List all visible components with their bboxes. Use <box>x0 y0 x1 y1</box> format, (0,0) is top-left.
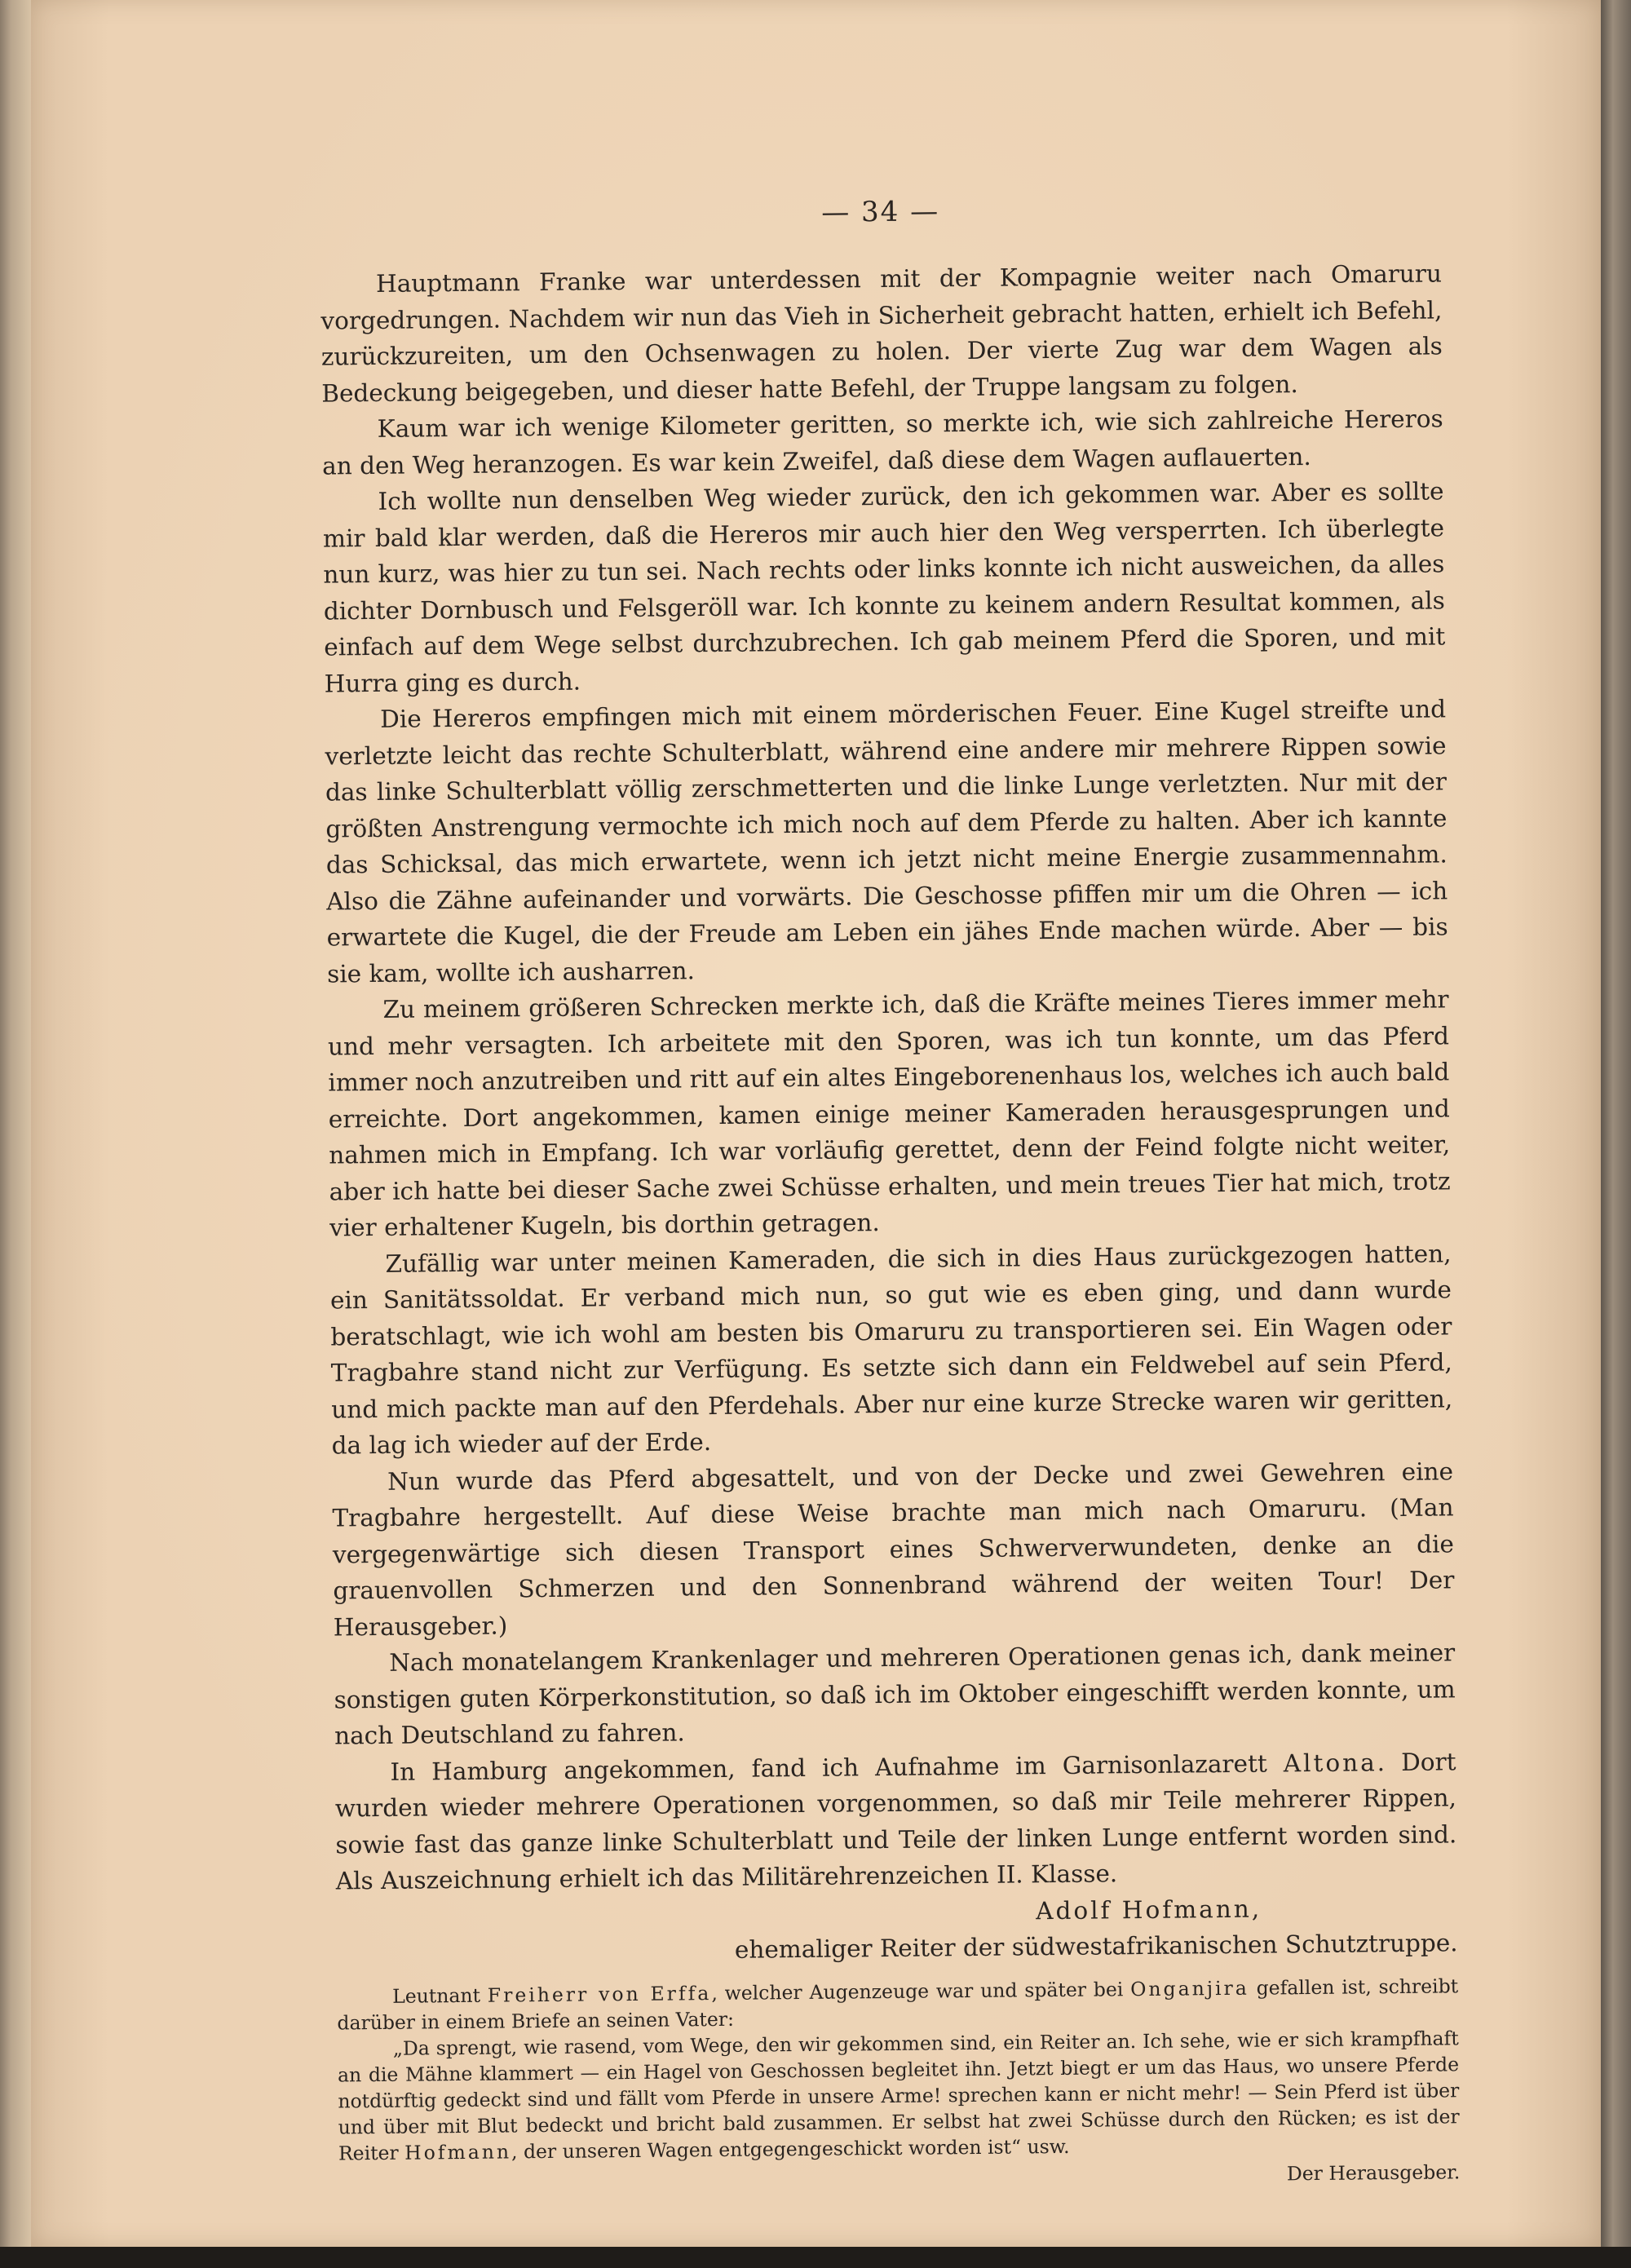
book-spine-edge <box>0 0 31 2268</box>
signature-role: ehemaliger Reiter der südwestafrikanischen Schutztruppe. <box>734 1929 1458 1964</box>
footnote-text: gefallen ist, schreibt darüber in einem Briefe an seinen Vater: <box>337 1974 1459 2034</box>
paragraph: Nach monatelangem Krankenlager und mehreren Operationen genas ich, dank meiner sonstigen guten Körperkonstitution, so daß ich im Oktober eingeschifft werden konnte, um nach Deutschland zu fahren. <box>334 1638 1456 1750</box>
footnote-text: Leutnant <box>392 1983 488 2008</box>
footnote-text: „Da sprengt, wie rasend, vom Wege, den wir gekommen sind, ein Reiter an. Ich sehe, wie er sich krampfhaft an die Mähne klammert — ein Hagel von Geschossen begleitet ihn. Jetzt biegt er um das Haus, wo unsere Pferde notdürftig gedeckt sind und fällt vom Pferde in unsere Arme! sprechen kann er nicht mehr! — Sein Pferd ist über und über mit Blut bedeckt und bricht bald zusammen. Er selbst hat zwei Schüsse durch den Rücken; es ist der Reiter <box>337 2026 1460 2164</box>
paragraph: Ich wollte nun denselben Weg wieder zurück, den ich gekommen war. Aber es sollte mir bald klar werden, daß die Hereros mir auch hier den Weg versperrten. Ich überlegte nun kurz, was hier zu tun sei. Nach rechts oder links konnte ich nicht ausweichen, da alles dichter Dornbusch und Felsgeröll war. Ich konnte zu keinem andern Resultat kommen, als einfach auf dem Wege selbst durchzubrechen. Ich gab meinem Pferd die Sporen, und mit Hurra ging es durch. <box>322 477 1446 698</box>
paragraph-last <box>334 1744 1457 1899</box>
paragraph: Zufällig war unter meinen Kameraden, die sich in dies Haus zurückgezogen hatten, ein Sanitätssoldat. Er verband mich nun, so gut wie es eben ging, und dann wurde beratschlagt, wie ich wohl am besten bis Omaruru zu transportieren sei. Ein Wagen oder Tragbahre stand nicht zur Verfügung. Es setzte sich dann ein Feldwebel auf sein Pferd, und mich packte man auf den Pferdehals. Aber nur eine kurze Strecke waren wir geritten, da lag ich wieder auf der Erde. <box>329 1239 1453 1460</box>
footnote-signature: Der Herausgeber. <box>1286 2160 1461 2185</box>
paragraph: Die Hereros empfingen mich mit einem mörderischen Feuer. Eine Kugel streifte und verletzte leicht das rechte Schulterblatt, während eine andere mir mehrere Rippen sowie das linke Schulterblatt völlig zerschmetterten und die linke Lunge verletzten. Nur mit der größten Anstrengung vermochte ich mich noch auf dem Pferde zu halten. Aber ich kannte das Schicksal, das mich erwartete, wenn ich jetzt nicht meine Energie zusammennahm. Also die Zähne aufeinander und vorwärts. Die Geschosse pfiffen mir um die Ohren — ich erwartete die Kugel, die der Freude am Leben ein jähes Ende machen würde. Aber — bis sie kam, wollte ich ausharren. <box>325 695 1448 988</box>
spaced-place-name: Onganjira <box>1130 1976 1249 2001</box>
footnote <box>337 1973 1460 2195</box>
scan-bottom-edge <box>0 2247 1631 2268</box>
book-cover-edge <box>1601 0 1631 2268</box>
paragraph-text: . Dort wurden wieder mehrere Operationen vorgenommen, so daß mir Teile mehrerer Rippen, sowie fast das ganze linke Schulterblatt und Teile der linken Lunge entfernt worden sind. Als Auszeichnung erhielt ich das Militärehrenzeichen II. Klasse. <box>334 1747 1457 1895</box>
paragraph: Hauptmann Franke war unterdessen mit der Kompagnie weiter nach Omaruru vorgedrungen. Nachdem wir nun das Vieh in Sicherheit gebracht hatten, erhielt ich Befehl, zurückzureiten, um den Ochsenwagen zu holen. Der vierte Zug war dem Wagen als Bedeckung beigegeben, und dieser hatte Befehl, der Truppe langsam zu folgen. <box>320 259 1443 408</box>
footnote-quote <box>338 2025 1460 2166</box>
paragraph-text: In Hamburg angekommen, fand ich Aufnahme im Garnisonlazarett <box>390 1749 1284 1786</box>
paragraph: Kaum war ich wenige Kilometer geritten, so merkte ich, wie sich zahlreiche Hereros an den Weg heranzogen. Es war kein Zweifel, daß diese dem Wagen auflauerten. <box>321 405 1443 480</box>
spaced-place-name: Altona <box>1283 1748 1377 1777</box>
page-text-block <box>320 190 1460 2195</box>
page-number: — 34 — <box>821 195 940 229</box>
paragraph: Zu meinem größeren Schrecken merkte ich, daß die Kräfte meines Tieres immer mehr und mehr versagten. Ich arbeitete mit den Sporen, was ich tun konnte, um das Pferd immer noch anzutreiben und ritt auf ein altes Eingeborenenhaus los, welches ich auch bald erreichte. Dort angekommen, kamen einige meiner Kameraden herausgesprungen und nahmen mich in Empfang. Ich war vorläufig gerettet, denn der Feind folgte nicht weiter, aber ich hatte bei dieser Sache zwei Schüsse erhalten, und mein treues Tier hat mich, trotz vier erhaltener Kugeln, bis dorthin getragen. <box>327 985 1451 1242</box>
signature-name: Adolf Hofmann, <box>1035 1894 1262 1925</box>
footnote-text: , der unseren Wagen entgegengeschickt worden ist“ usw. <box>511 2134 1070 2163</box>
paragraph: Nun wurde das Pferd abgesattelt, und von der Decke und zwei Gewehren eine Tragbahre hergestellt. Auf diese Weise brachte man mich nach Omaruru. (Man vergegenwärtige sich diesen Transport eines Schwerverwundeten, denke an die grauenvollen Schmerzen und den Sonnenbrand während der weiten Tour! Der Herausgeber.) <box>332 1457 1455 1642</box>
footnote-text: , welcher Augenzeuge war und später bei <box>711 1977 1131 2005</box>
spaced-person-name: Freiherr von Erffa <box>487 1981 712 2007</box>
spaced-person-name: Hofmann <box>404 2139 512 2164</box>
